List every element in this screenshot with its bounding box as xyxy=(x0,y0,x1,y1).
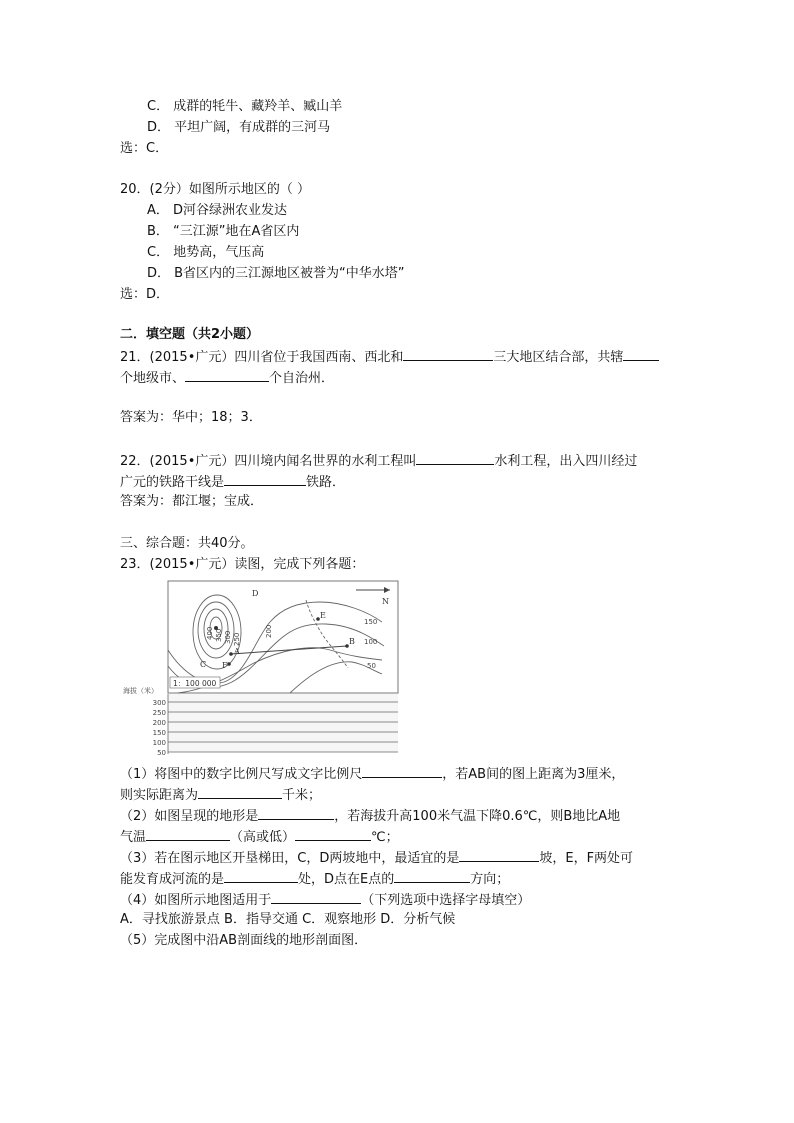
contour-label-250: 250 xyxy=(233,632,241,646)
q23-s2-blank-1[interactable] xyxy=(258,805,334,820)
q21-text-1: 21．(2015•广元）四川省位于我国西南、西北和 xyxy=(120,350,404,365)
contour-map-figure xyxy=(120,578,405,760)
section-2-title: 二．填空题（共2小题） xyxy=(120,327,260,342)
q23-s3-blank-3[interactable] xyxy=(394,868,470,883)
q20-answer: 选：D． xyxy=(120,287,170,302)
q23-s1-text-b: ，若AB间的图上距离为3厘米， xyxy=(442,767,625,782)
q22-line1 xyxy=(120,450,637,472)
q23-s1-text-d: 千米； xyxy=(282,788,322,803)
q23-s1-blank-2[interactable] xyxy=(198,784,282,799)
label-d: D xyxy=(252,589,259,598)
point-f xyxy=(227,662,231,666)
q22-text-1: 22．(2015•广元）四川境内闻名世界的水利工程叫 xyxy=(120,454,417,469)
q21-answer: 答案为：华中；18；3． xyxy=(120,410,262,425)
q19-option-c: C． 成群的牦牛、藏羚羊、臧山羊 xyxy=(147,99,343,114)
q21-line1 xyxy=(120,346,659,368)
q23-s1-text-c: 则实际距离为 xyxy=(120,788,199,803)
q23-s3-text-a: （3）若在图示地区开垦梯田，C，D两坡地中，最适宜的是 xyxy=(120,851,460,866)
scale-label: 1：100 000 xyxy=(173,679,217,688)
q23-s3-line2 xyxy=(120,868,509,890)
q21-text-2: 三大地区结合部，共辖 xyxy=(493,350,624,365)
q21-blank-1[interactable] xyxy=(403,346,493,361)
q22-text-2: 水利工程，出入四川经过 xyxy=(494,454,638,469)
q23-s3-text-e: 方向； xyxy=(470,872,510,887)
q22-line2 xyxy=(120,471,345,493)
q20-option-a: A． D河谷绿洲农业发达 xyxy=(147,203,288,218)
q23-s3-blank-1[interactable] xyxy=(459,847,539,862)
q22-answer: 答案为：都江堰；宝成． xyxy=(120,494,264,509)
contour-label-100: 100 xyxy=(364,638,378,646)
contour-label-150: 150 xyxy=(364,618,378,626)
q23-s2-text-a: （2）如图呈现的地形是 xyxy=(120,809,259,824)
q21-blank-3[interactable] xyxy=(185,367,269,382)
q23-s1-line2 xyxy=(120,784,321,806)
q23-s2-blank-2[interactable] xyxy=(146,826,230,841)
label-e: E xyxy=(320,611,326,620)
q23-s3-text-b: 坡，E，F两处可 xyxy=(539,851,634,866)
point-a xyxy=(229,652,233,656)
q23-s3-text-d: 处，D点在E点的 xyxy=(298,872,395,887)
q22-blank-2[interactable] xyxy=(224,471,306,486)
q23-s2-text-d: （高或低） xyxy=(230,830,296,845)
q21-blank-2[interactable] xyxy=(623,346,659,361)
q23-s4-options: A．寻找旅游景点 B．指导交通 C．观察地形 D．分析气候 xyxy=(120,912,456,927)
profile-tick-100: 100 xyxy=(152,739,166,747)
q23-s4-text-a: （4）如图所示地图适用于 xyxy=(120,893,272,908)
q23-stem: 23．(2015•广元）读图，完成下列各题： xyxy=(120,557,365,572)
q20-option-d: D． B省区内的三江源地区被誉为“中华水塔” xyxy=(147,266,405,281)
contour-label-400: 400 xyxy=(206,626,214,640)
q22-blank-1[interactable] xyxy=(416,450,494,465)
q22-text-4: 铁路． xyxy=(306,475,346,490)
q23-s1-text-a: （1）将图中的数字比例尺写成文字比例尺 xyxy=(120,767,363,782)
q23-s1-line1 xyxy=(120,763,624,785)
q21-text-4: 个自治州． xyxy=(269,371,335,386)
profile-tick-150: 150 xyxy=(152,729,166,737)
profile-chart-area xyxy=(168,694,398,752)
section-3-title: 三、综合题：共40分。 xyxy=(120,536,254,551)
q23-s3-line1 xyxy=(120,847,633,869)
q23-s2-text-e: ℃； xyxy=(371,830,399,845)
profile-tick-200: 200 xyxy=(152,719,166,727)
q23-s2-text-c: 气温 xyxy=(120,830,147,845)
q23-s2-blank-3[interactable] xyxy=(295,826,371,841)
label-f: F xyxy=(222,661,228,670)
q22-text-3: 广元的铁路干线是 xyxy=(120,475,225,490)
profile-tick-250: 250 xyxy=(152,709,166,717)
q21-text-3: 个地级市、 xyxy=(120,371,186,386)
q20-stem: 20．(2分）如图所示地区的（ ） xyxy=(120,182,311,197)
label-c: C xyxy=(200,660,207,669)
contour-label-300: 300 xyxy=(224,630,232,644)
contour-label-50: 50 xyxy=(367,662,376,670)
profile-axis-label: 海拔（米） xyxy=(123,687,158,695)
profile-tick-50: 50 xyxy=(157,749,166,757)
q23-s2-text-b: ，若海拔升高100米气温下降0.6℃，则B地比A地 xyxy=(334,809,621,824)
q23-s5: （5）完成图中沿AB剖面线的地形剖面图． xyxy=(120,933,368,948)
q23-s3-text-c: 能发育成河流的是 xyxy=(120,872,225,887)
contour-label-350: 350 xyxy=(215,628,223,642)
q23-s4-line1 xyxy=(120,889,530,911)
q20-option-b: B． “三江源”地在A省区内 xyxy=(147,224,300,239)
q19-option-d: D． 平坦广阔，有成群的三河马 xyxy=(147,120,331,135)
q19-answer: 选：C． xyxy=(120,141,169,156)
q23-s4-blank-1[interactable] xyxy=(271,889,361,904)
north-label: N xyxy=(382,597,389,606)
q23-s1-blank-1[interactable] xyxy=(362,763,442,778)
label-a: A xyxy=(234,647,240,656)
label-b: B xyxy=(349,637,355,646)
q23-s2-line1 xyxy=(120,805,620,827)
q23-s2-line2 xyxy=(120,826,399,848)
q20-option-c: C． 地势高，气压高 xyxy=(147,245,265,260)
q23-s3-blank-2[interactable] xyxy=(224,868,298,883)
q23-s4-text-b: （下列选项中选择字母填空） xyxy=(361,893,531,908)
profile-tick-300: 300 xyxy=(152,699,166,707)
contour-label-200: 200 xyxy=(265,624,273,638)
q21-line2 xyxy=(120,367,334,389)
